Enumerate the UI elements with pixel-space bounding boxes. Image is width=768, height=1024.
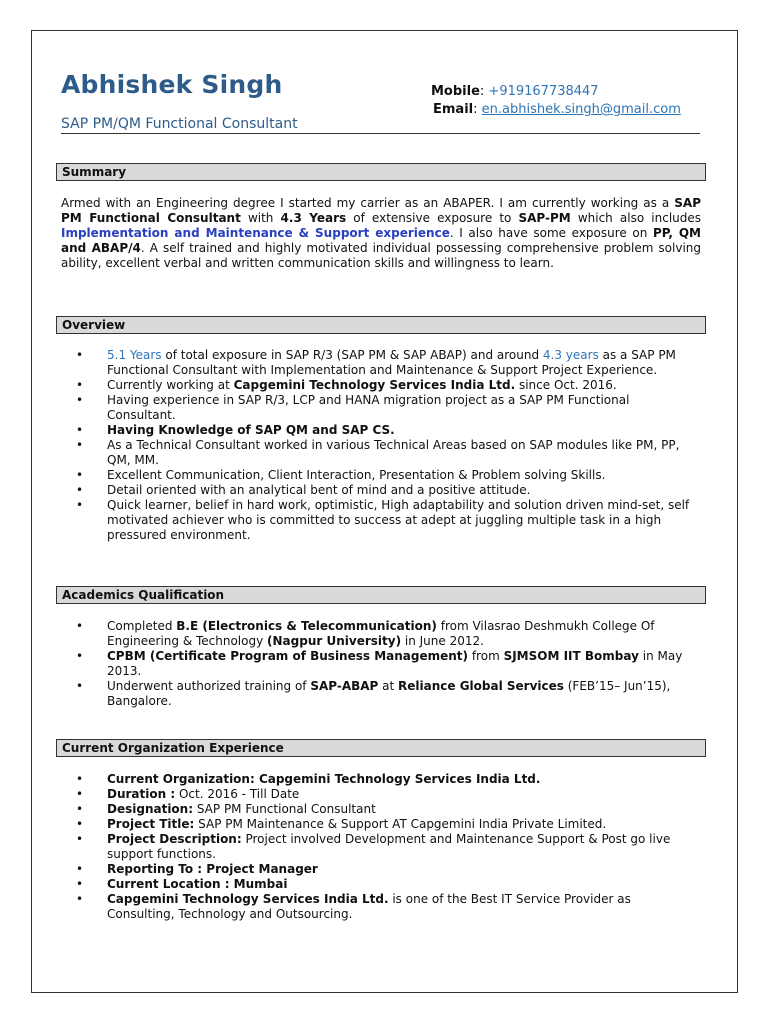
academics-heading: Academics Qualification	[56, 586, 706, 604]
mobile-label: Mobile	[431, 84, 480, 99]
list-item: • 5.1 Years of total exposure in SAP R/3 (SAP PM & SAP ABAP) and around 4.3 years as a SAP PM Functional Consultant with Implementation and Maintenance & Support Project Experience.	[61, 348, 701, 378]
list-item: • Completed B.E (Electronics & Telecommunication) from Vilasrao Deshmukh College Of Engineering & Technology (Nagpur University) in June 2012.	[61, 619, 701, 649]
summary-heading: Summary	[56, 163, 706, 181]
list-item: • Currently working at Capgemini Technology Services India Ltd. since Oct. 2016.	[61, 378, 701, 393]
list-item: • Current Organization: Capgemini Technology Services India Ltd.	[61, 772, 701, 787]
candidate-name: Abhishek Singh	[61, 70, 283, 99]
summary-text: Armed with an Engineering degree I started my carrier as an ABAPER. I am currently working as a SAP PM Functional Consultant with 4.3 Years of extensive exposure to SAP-PM which also includes Implementation and Maintenance & Support experience. I also have some exposure on PP, QM and ABAP/4. A self trained and highly motivated individual possessing comprehensive problem solving ability, excellent verbal and written communication skills and willingness to learn.	[61, 196, 702, 270]
job-title: SAP PM/QM Functional Consultant	[61, 116, 298, 132]
list-item: • Detail oriented with an analytical bent of mind and a positive attitude.	[61, 483, 701, 498]
overview-heading: Overview	[56, 316, 706, 334]
list-item: • CPBM (Certificate Program of Business Management) from SJMSOM IIT Bombay in May 2013.	[61, 649, 701, 679]
email-label: Email	[433, 102, 474, 117]
list-item: • Project Description: Project involved Development and Maintenance Support & Post go live support functions.	[61, 832, 701, 862]
current-org-list	[61, 772, 701, 922]
contact-block	[431, 83, 681, 119]
academics-list	[61, 619, 701, 709]
list-item: • Current Location : Mumbai	[61, 877, 701, 892]
list-item: • Excellent Communication, Client Interaction, Presentation & Problem solving Skills.	[61, 468, 701, 483]
list-item: • Project Title: SAP PM Maintenance & Support AT Capgemini India Private Limited.	[61, 817, 701, 832]
mobile-row: Mobile: +919167738447	[431, 84, 599, 99]
list-item: • As a Technical Consultant worked in various Technical Areas based on SAP modules like PM, PP, QM, MM.	[61, 438, 701, 468]
header-divider	[61, 133, 700, 134]
list-item: • Capgemini Technology Services India Ltd. is one of the Best IT Service Provider as Consulting, Technology and Outsourcing.	[61, 892, 701, 922]
email-link[interactable]: en.abhishek.singh@gmail.com	[481, 102, 681, 117]
current-org-heading: Current Organization Experience	[56, 739, 706, 757]
email-row: Email: en.abhishek.singh@gmail.com	[433, 102, 681, 117]
mobile-value[interactable]: +919167738447	[488, 84, 599, 99]
list-item: • Reporting To : Project Manager	[61, 862, 701, 877]
overview-list	[61, 348, 701, 543]
list-item: • Duration : Oct. 2016 - Till Date	[61, 787, 701, 802]
list-item: • Designation: SAP PM Functional Consultant	[61, 802, 701, 817]
list-item: • Underwent authorized training of SAP-ABAP at Reliance Global Services (FEB’15– Jun’15), Bangalore.	[61, 679, 701, 709]
list-item: • Having Knowledge of SAP QM and SAP CS.	[61, 423, 701, 438]
list-item: • Having experience in SAP R/3, LCP and HANA migration project as a SAP PM Functional Consultant.	[61, 393, 701, 423]
list-item: • Quick learner, belief in hard work, optimistic, High adaptability and solution driven mind-set, self motivated achiever who is committed to success at adept at juggling multiple task in a high pressured environment.	[61, 498, 701, 543]
